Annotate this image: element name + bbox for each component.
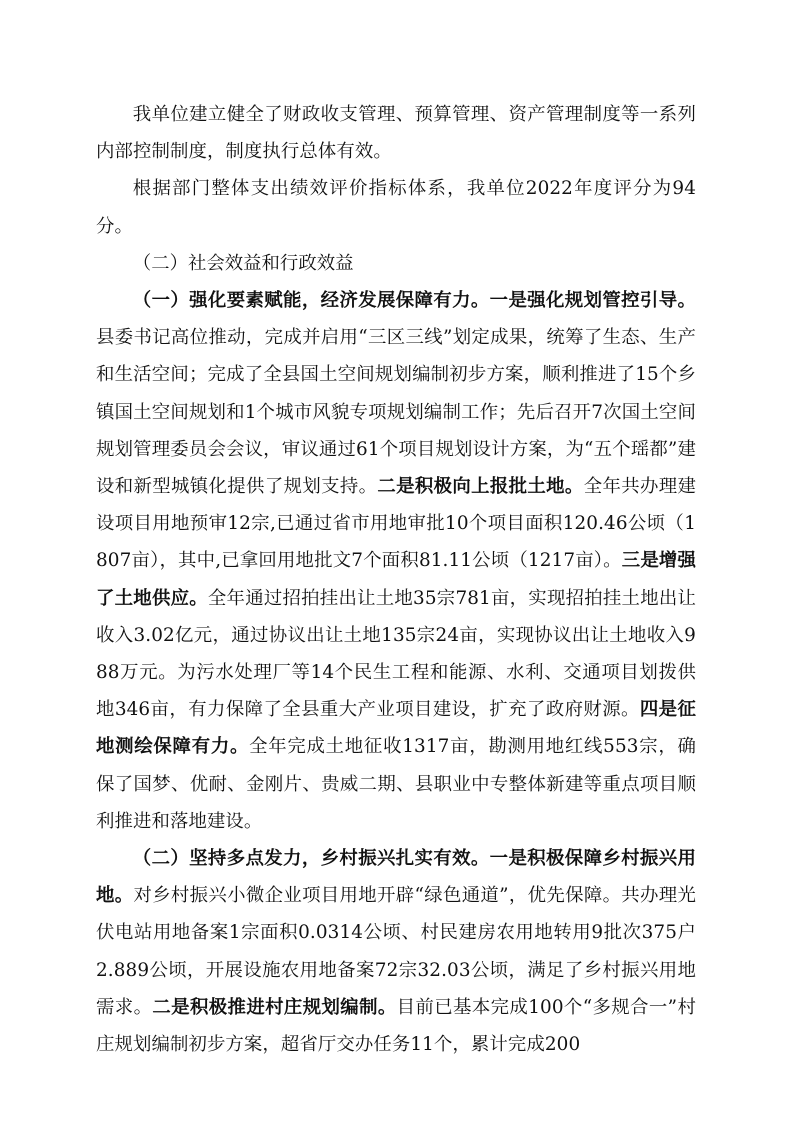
- point-text: 全年通过招拍挂出让土地35宗781亩，实现招拍挂土地出让收入3.02亿元，通过协议出让土地135宗24亩，实现协议出让土地收入988万元。为污水处理厂等14个民生工程和能源、水利、交通项目划拨供地346亩，有力保障了全县重大产业项目建设，扩充了政府财源。: [96, 587, 696, 721]
- subsection-title: （一）强化要素赋能，经济发展保障有力。: [132, 290, 490, 312]
- point-title: 一是积极保障乡村振兴用地。: [96, 848, 696, 907]
- point-title: 二是积极推进村庄规划编制。: [152, 996, 397, 1018]
- paragraph-economic-support: [96, 282, 696, 840]
- paragraph-text: 根据部门整体支出绩效评价指标体系，我单位2022年度评分为94分。: [96, 178, 696, 237]
- paragraph-rural-revitalization: [96, 840, 696, 1063]
- point-title: 三是增强了土地供应。: [96, 550, 696, 609]
- point-title: 一是强化规划管控引导。: [489, 290, 696, 312]
- section-heading: [96, 245, 696, 282]
- paragraph-performance-score: [96, 170, 696, 244]
- section-heading-text: （二）社会效益和行政效益: [132, 252, 354, 274]
- paragraph-text: 我单位建立健全了财政收支管理、预算管理、资产管理制度等一系列内部控制制度，制度执行总体有效。: [96, 104, 696, 163]
- document-page: [96, 96, 696, 1063]
- point-text: 对乡村振兴小微企业项目用地开辟“绿色通道”，优先保障。共办理光伏电站用地备案1宗面积0.0314公顷、村民建房农用地转用9批次375户2.889公顷，开展设施农用地备案72宗32.03公顷，满足了乡村振兴用地需求。: [96, 885, 696, 1018]
- point-text: 全年共办理建设项目用地预审12宗,已通过省市用地审批10个项目面积120.46公顷（1807亩），其中,已拿回用地批文7个面积81.11公顷（1217亩）。: [96, 476, 696, 572]
- subsection-title: （二）坚持多点发力，乡村振兴扎实有效。: [132, 848, 490, 870]
- point-text: 全年完成土地征收1317亩，勘测用地红线553宗，确保了国梦、优耐、金刚片、贵威二期、县职业中专整体新建等重点项目顺利推进和落地建设。: [96, 736, 696, 832]
- point-title: 四是征地测绘保障有力。: [96, 699, 696, 758]
- point-text: 目前已基本完成100个“多规合一”村庄规划编制初步方案，超省厅交办任务11个，累计完成200: [96, 996, 696, 1056]
- point-text: 县委书记高位推动，完成并启用“三区三线”划定成果，统筹了生态、生产和生活空间；完成了全县国土空间规划编制初步方案，顺利推进了15个乡镇国土空间规划和1个城市风貌专项规划编制工作；先后召开7次国土空间规划管理委员会会议，审议通过61个项目规划设计方案，为“五个瑶都”建设和新型城镇化提供了规划支持。: [96, 327, 696, 498]
- point-title: 二是积极向上报批土地。: [377, 476, 584, 498]
- paragraph-internal-control: [96, 96, 696, 170]
